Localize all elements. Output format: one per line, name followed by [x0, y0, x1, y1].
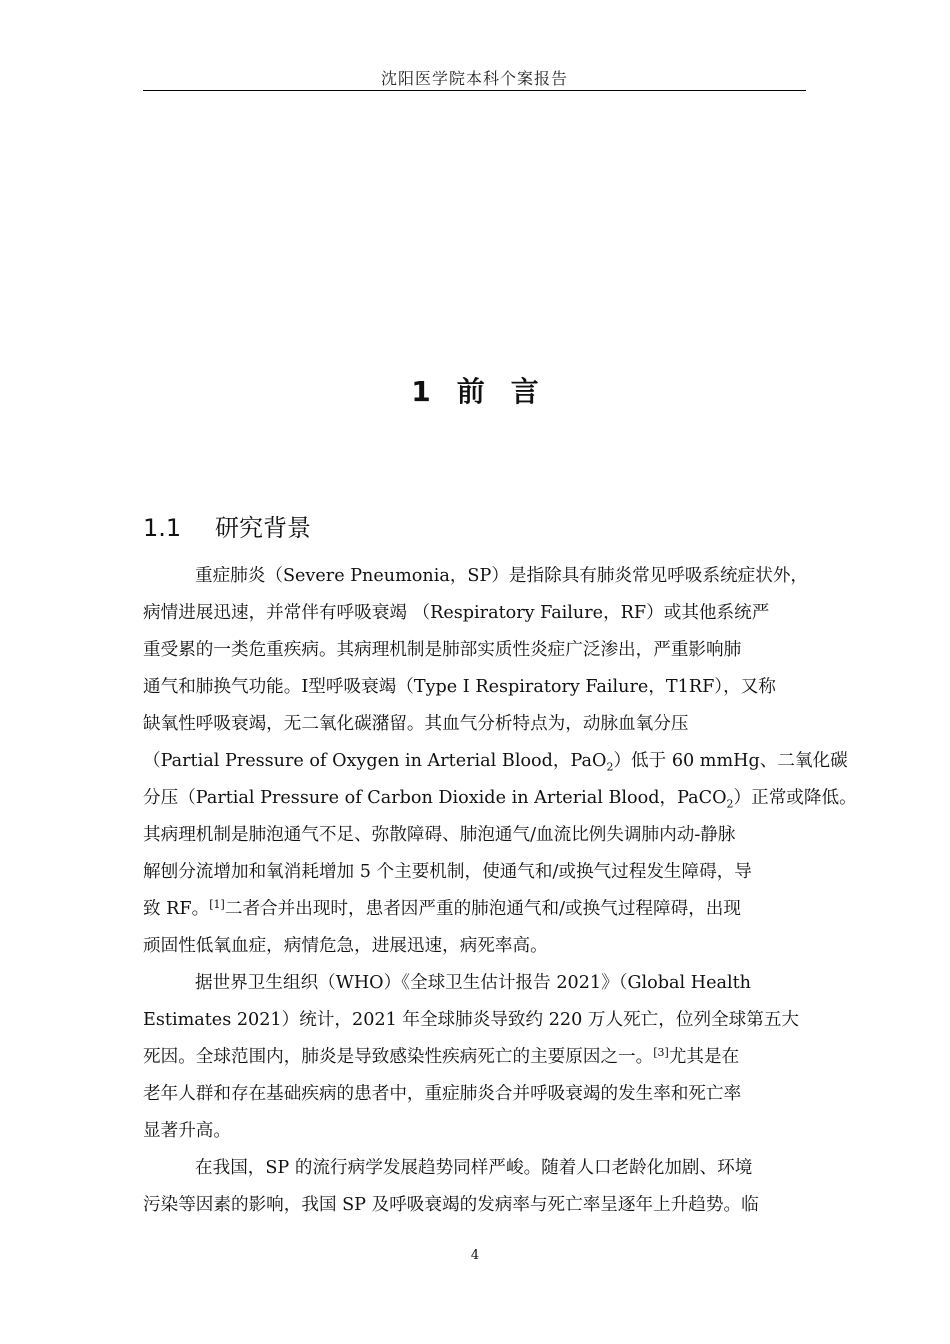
text-line: （Partial Pressure of Oxygen in Arterial Blood，PaO$_2$）低于 60 mmHg、二氧化碳 [143, 751, 848, 774]
header-rule [143, 90, 806, 91]
text-line: 在我国，SP 的流行病学发展趋势同样严峻。随着人口老龄化加剧、环境 [195, 1158, 753, 1178]
body-text [143, 558, 857, 1224]
text-line: 致 RF。[1]二者合并出现时，患者因严重的肺泡通气和/或换气过程障碍，出现 [143, 898, 741, 919]
page-number: 4 [470, 1248, 480, 1263]
text-line: 据世界卫生组织（WHO）《全球卫生估计报告 2021》（Global Health [195, 973, 752, 993]
text-line: 污染等因素的影响，我国 SP 及呼吸衰竭的发病率与死亡率呈逐年上升趋势。临 [143, 1195, 759, 1215]
running-header: 沈阳医学院本科个案报告 [380, 69, 568, 88]
text-line: 解刨分流增加和氧消耗增加 5 个主要机制，使通气和/或换气过程发生障碍，导 [143, 862, 752, 882]
section-heading [143, 508, 311, 543]
text-line: 死因。全球范围内，肺炎是导致感染性疾病死亡的主要原因之一。[3]尤其是在 [143, 1046, 740, 1067]
section-title: 研究背景 [215, 514, 311, 542]
text-line: 老年人群和存在基础疾病的患者中，重症肺炎合并呼吸衰竭的发生率和死亡率 [143, 1084, 742, 1104]
chapter-number: 1 [411, 375, 431, 408]
section-number: 1.1 [143, 514, 182, 542]
text-line: 显著升高。 [143, 1121, 231, 1141]
citation: [1] [209, 898, 225, 911]
text-line: Estimates 2021）统计，2021 年全球肺炎导致约 220 万人死亡，位列全球第五大 [143, 1010, 800, 1030]
text-line: 重症肺炎（Severe Pneumonia，SP）是指除具有肺炎常见呼吸系统症状外， [195, 566, 809, 586]
text-line: 其病理机制是肺泡通气不足、弥散障碍、肺泡通气/血流比例失调肺内动-静脉 [143, 825, 736, 845]
text-line: 病情进展迅速，并常伴有呼吸衰竭 （Respiratory Failure，RF）或其他系统严 [143, 603, 770, 623]
citation: [3] [653, 1046, 669, 1059]
text-line: 顽固性低氧血症，病情危急，进展迅速，病死率高。 [143, 936, 548, 956]
text-line: 通气和肺换气功能。Ⅰ型呼吸衰竭（Type I Respiratory Failure，T1RF），又称 [143, 677, 776, 697]
chapter-heading [0, 370, 950, 410]
chapter-title: 前言 [456, 375, 565, 408]
text-line: 分压（Partial Pressure of Carbon Dioxide in Arterial Blood，PaCO$_2$）正常或降低。 [143, 788, 857, 811]
text-line: 重受累的一类危重疾病。其病理机制是肺部实质性炎症广泛渗出，严重影响肺 [143, 640, 742, 660]
text-line: 缺氧性呼吸衰竭，无二氧化碳潴留。其血气分析特点为，动脉血氧分压 [143, 714, 689, 734]
